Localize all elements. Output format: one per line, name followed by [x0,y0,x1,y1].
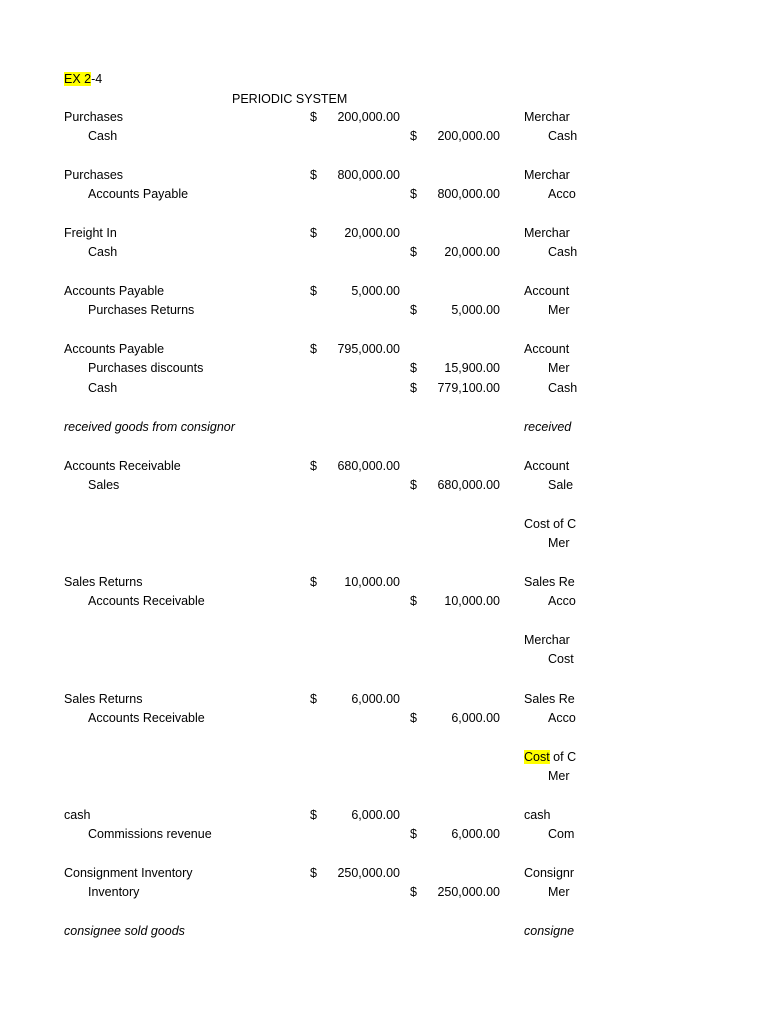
debit-amount: 20,000.00 [344,226,400,240]
credit-currency-symbol: $ [410,129,417,143]
perpetual-account-name [524,631,570,649]
debit-currency-symbol: $ [310,459,317,473]
journal-row [0,301,768,319]
journal-row [0,592,768,610]
debit-amount: 800,000.00 [337,168,400,182]
perpetual-account-name [548,709,576,727]
debit-currency-symbol: $ [310,284,317,298]
journal-row [0,922,768,940]
account-name: Accounts Receivable [64,459,181,473]
account-name: Cash [88,381,118,395]
debit-currency-symbol: $ [310,866,317,880]
credit-amount: 779,100.00 [437,381,500,395]
perpetual-account-name [548,650,574,668]
journal-row [0,825,768,843]
entry-note: received goods from consignor [64,420,235,434]
account-name: Cash [88,129,118,143]
perpetual-account-name [524,108,570,126]
perpetual-text: Cost [548,652,574,666]
perpetual-text: received [524,420,572,434]
account-name: Accounts Payable [64,284,165,298]
journal-row [0,748,768,766]
credit-currency-symbol: $ [410,381,417,395]
debit-amount: 10,000.00 [344,575,400,589]
debit-amount: 200,000.00 [337,110,400,124]
debit-amount: 680,000.00 [337,459,400,473]
perpetual-account-name [548,127,577,145]
debit-amount: 6,000.00 [351,692,400,706]
journal-row [0,340,768,358]
debit-currency-symbol: $ [310,168,317,182]
account-name: Purchases [64,110,124,124]
perpetual-text: Acco [548,187,576,201]
credit-currency-symbol: $ [410,187,417,201]
journal-row [0,709,768,727]
account-name: Accounts Receivable [88,594,205,608]
journal-row [0,224,768,242]
perpetual-text: Sales Re [524,692,575,706]
perpetual-text: Account [524,342,570,356]
exercise-title [64,70,102,88]
perpetual-text: Merchar [524,110,570,124]
perpetual-text: Merchar [524,168,570,182]
perpetual-account-name [548,534,570,552]
perpetual-text: Mer [548,885,570,899]
perpetual-account-name [548,825,574,843]
debit-amount: 5,000.00 [351,284,400,298]
journal-row [0,883,768,901]
account-name: Consignment Inventory [64,866,193,880]
perpetual-account-name [548,185,576,203]
journal-row [0,573,768,591]
perpetual-note [524,418,571,436]
journal-row [0,690,768,708]
perpetual-text: Sales Re [524,575,575,589]
perpetual-account-name [548,476,573,494]
entry-note: consignee sold goods [64,924,185,938]
journal-row [0,864,768,882]
debit-amount: 795,000.00 [337,342,400,356]
account-name: Sales Returns [64,575,143,589]
journal-row [0,650,768,668]
perpetual-text: cash [524,808,551,822]
debit-currency-symbol: $ [310,575,317,589]
credit-currency-symbol: $ [410,594,417,608]
perpetual-account-name [548,379,577,397]
perpetual-text: Mer [548,769,570,783]
perpetual-text: Merchar [524,226,570,240]
title-highlight: EX 2 [64,72,92,86]
perpetual-account-name [524,282,569,300]
perpetual-text: Acco [548,594,576,608]
debit-amount: 250,000.00 [337,866,400,880]
account-name: Freight In [64,226,117,240]
credit-amount: 10,000.00 [444,594,500,608]
perpetual-text: Acco [548,711,576,725]
perpetual-account-name [548,767,570,785]
account-name: Commissions revenue [88,827,212,841]
journal-row [0,127,768,145]
perpetual-text: Merchar [524,633,570,647]
perpetual-text: Mer [548,361,570,375]
journal-row [0,166,768,184]
credit-amount: 15,900.00 [444,361,500,375]
credit-amount: 250,000.00 [437,885,500,899]
account-name: Cash [88,245,118,259]
perpetual-text: Account [524,284,570,298]
perpetual-account-name [524,457,569,475]
perpetual-account-name [548,883,570,901]
credit-currency-symbol: $ [410,711,417,725]
perpetual-text: consigne [524,924,575,938]
account-name: Accounts Receivable [88,711,205,725]
account-name: Purchases discounts [88,361,204,375]
perpetual-text: Cash [548,129,578,143]
journal-row [0,476,768,494]
credit-amount: 200,000.00 [437,129,500,143]
perpetual-account-name [524,340,569,358]
title-suffix: -4 [91,72,103,86]
journal-row [0,767,768,785]
journal-row [0,534,768,552]
perpetual-account-name [548,301,570,319]
credit-currency-symbol: $ [410,885,417,899]
perpetual-account-name [524,573,575,591]
credit-currency-symbol: $ [410,303,417,317]
credit-currency-symbol: $ [410,361,417,375]
perpetual-text: Mer [548,536,570,550]
journal-row [0,418,768,436]
perpetual-text: Cash [548,245,578,259]
debit-currency-symbol: $ [310,692,317,706]
perpetual-text: Cost of C [524,517,577,531]
periodic-system-heading: PERIODIC SYSTEM [232,92,348,106]
perpetual-account-name [548,592,576,610]
perpetual-account-name [524,864,574,882]
perpetual-text: Consignr [524,866,575,880]
journal-row [0,379,768,397]
perpetual-account-name [548,359,570,377]
journal-row [0,515,768,533]
perpetual-account-name [524,224,570,242]
journal-row [0,457,768,475]
debit-currency-symbol: $ [310,342,317,356]
perpetual-account-name [524,806,550,824]
credit-amount: 680,000.00 [437,478,500,492]
account-name: cash [64,808,91,822]
account-name: Inventory [88,885,140,899]
perpetual-text: Mer [548,303,570,317]
account-name: Sales Returns [64,692,143,706]
debit-currency-symbol: $ [310,110,317,124]
credit-amount: 20,000.00 [444,245,500,259]
perpetual-text: Sale [548,478,574,492]
credit-currency-symbol: $ [410,478,417,492]
account-name: Purchases [64,168,124,182]
perpetual-text: Cash [548,381,578,395]
journal-row [0,631,768,649]
perpetual-account-name [524,166,570,184]
journal-row [0,108,768,126]
account-name: Sales [88,478,120,492]
perpetual-note [524,922,574,940]
journal-row [0,806,768,824]
perpetual-text: Com [548,827,575,841]
perpetual-account-name [524,515,576,533]
journal-row [0,359,768,377]
perpetual-account-name [524,690,575,708]
journal-row [0,243,768,261]
perpetual-account-name [548,243,577,261]
credit-currency-symbol: $ [410,245,417,259]
credit-currency-symbol: $ [410,827,417,841]
debit-currency-symbol: $ [310,226,317,240]
perpetual-text: of C [549,750,577,764]
perpetual-text: Account [524,459,570,473]
credit-amount: 5,000.00 [451,303,500,317]
credit-amount: 800,000.00 [437,187,500,201]
journal-row [0,282,768,300]
debit-currency-symbol: $ [310,808,317,822]
journal-row [0,185,768,203]
account-name: Accounts Payable [88,187,189,201]
credit-amount: 6,000.00 [451,711,500,725]
highlighted-text: Cost [524,750,550,764]
debit-amount: 6,000.00 [351,808,400,822]
account-name: Purchases Returns [88,303,195,317]
perpetual-account-name [524,748,576,766]
account-name: Accounts Payable [64,342,165,356]
credit-amount: 6,000.00 [451,827,500,841]
